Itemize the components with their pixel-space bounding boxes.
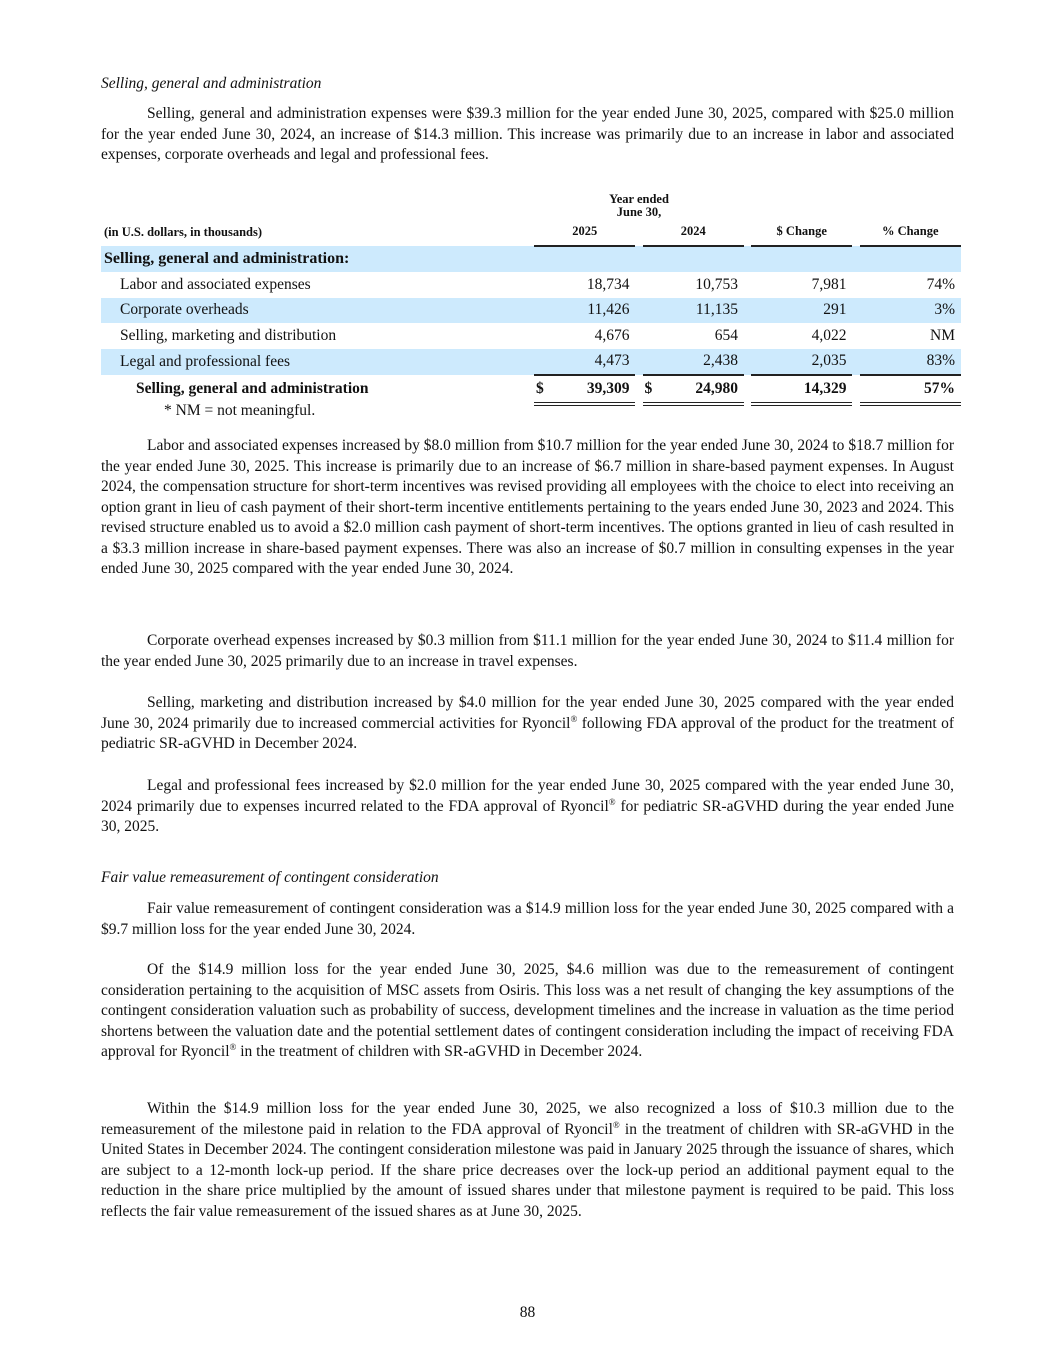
table-footnote: * NM = not meaningful.: [164, 402, 316, 419]
text: Legal and professional fees increased by $2.0 million for the year ended June 30, 2025 compared with the year ended June 30, 2024 primarily due to expenses incurred related to the FDA approval of Ryoncil: [101, 777, 954, 815]
fair-value-paragraph-1: Fair value remeasurement of contingent consideration was a $14.9 million loss for the year ended June 30, 2025 compared with a $9.7 million loss for the year ended June 30, 2024.: [101, 900, 954, 938]
text: Within the $14.9 million loss for the year ended June 30, 2025, we also recognized a loss of $10.3 million due to the remeasurement of the milestone paid in relation to the FDA approval of Ryoncil: [101, 1100, 954, 1138]
cell-2025: 4,473: [534, 349, 635, 376]
text: Of the $14.9 million loss for the year ended June 30, 2025, $4.6 million was due to the remeasurement of contingent consideration pertaining to the acquisition of MSC assets from Osiris. This loss was a net result of changing the key assumptions of the contingent consideration valuation such as probability of success, development timelines and the increase in valuation as the time period shortens between the valuation date and the potential settlement dates of contingent consideration including the impact of receiving FDA approval for Ryoncil: [101, 961, 954, 1060]
column-header-pct-change: % Change: [860, 219, 962, 246]
registered-mark: ®: [570, 713, 578, 724]
text: following FDA approval of the product for the treatment of pediatric SR-aGVHD in December 2024.: [101, 714, 955, 752]
registered-mark: ®: [612, 1119, 620, 1130]
total-2025-value: 39,309: [586, 379, 630, 397]
currency-symbol: $: [644, 379, 653, 397]
cell-change: 291: [751, 298, 852, 324]
table-row: [101, 272, 961, 298]
text: Selling, marketing and distribution increased by $4.0 million for the year ended June 30, 2025 compared with the year ended June 30, 2024 primarily due to increased commercial activities for Ryoncil: [101, 694, 954, 732]
section-heading-sga: Selling, general and administration: [101, 75, 322, 92]
labor-paragraph: Labor and associated expenses increased by $8.0 million from $10.7 million for the year ended June 30, 2024 to $18.7 million for the year ended June 30, 2025. This increase is primarily due to an increase of $6.7 million in share-based payment expenses. In August 2024, the compensation structure for short-term incentives was revised providing all employees with the choice to elect into receiving an option grant in lieu of cash payment of their short-term incentive entitlements pertaining to the years ended June 30, 2023 and 2024. This revised structure enabled us to avoid a $2.0 million cash payment of short-term incentives. The options granted in lieu of cash resulted in a $3.3 million increase in share-based payment expenses. There was also an increase of $0.7 million in consulting expenses in the year ended June 30, 2025 compared with the year ended June 30, 2024.: [101, 437, 954, 577]
text: in the treatment of children with SR-aGVHD in the United States in December 2024. The contingent consideration milestone was paid in January 2025 through the issuance of shares, which are subject to a 12-month lock-up period. If the share price decreases over the lock-up period an additional payment equal to the reduction in the share price multiplied by the amount of issued shares under that milestone payment is required to be paid. This loss reflects the fair value remeasurement of the issued shares as at June 30, 2025.: [101, 1120, 954, 1220]
registered-mark: ®: [229, 1041, 237, 1052]
row-label: Legal and professional fees: [101, 349, 534, 376]
text: for pediatric SR-aGVHD during the year ended June 30, 2025.: [101, 797, 954, 835]
corporate-overhead-paragraph: Corporate overhead expenses increased by $0.3 million from $11.1 million for the year ended June 30, 2024 to $11.4 million for the year ended June 30, 2025 primarily due to an increase in travel expenses.: [101, 632, 954, 670]
cell-2024: 10,753: [695, 275, 738, 293]
total-pct: 57%: [860, 375, 962, 404]
cell-change: 2,035: [751, 349, 852, 376]
sga-intro-paragraph: Selling, general and administration expenses were $39.3 million for the year ended June 30, 2025, compared with $25.0 million for the year ended June 30, 2024, an increase of $14.3 million. This increase was primarily due to an increase in labor and associated expenses, corporate overheads and legal and professional fees.: [101, 105, 954, 163]
table-row: [101, 323, 961, 349]
cell-pct: 74%: [926, 275, 955, 293]
table-total-row: [101, 375, 961, 404]
total-2025: [534, 375, 635, 404]
currency-symbol: $: [536, 379, 544, 397]
fair-value-paragraph-2: [101, 960, 954, 1063]
cell-pct: NM: [930, 326, 955, 344]
cell-2024: 654: [714, 326, 738, 344]
cell-pct: 83%: [860, 349, 962, 376]
units-label: (in U.S. dollars, in thousands): [104, 224, 263, 239]
row-label: Selling, marketing and distribution: [120, 326, 337, 344]
period-header: [534, 193, 744, 219]
page-number: 88: [519, 1304, 536, 1321]
cell-change: 7,981: [811, 275, 847, 293]
total-change: 14,329: [751, 375, 852, 404]
text: in the treatment of children with SR-aGVHD in December 2024.: [236, 1043, 643, 1060]
row-label: Corporate overheads: [101, 298, 534, 324]
fair-value-paragraph-3: [101, 1099, 954, 1222]
legal-fees-paragraph: [101, 776, 954, 838]
cell-change: 4,022: [811, 326, 847, 344]
table-row: [101, 349, 961, 376]
table-row: [101, 298, 961, 324]
period-header-line1: Year ended: [609, 192, 669, 206]
cell-pct: 3%: [860, 298, 962, 324]
cell-2024: 2,438: [643, 349, 744, 376]
cell-2025: 11,426: [534, 298, 635, 324]
total-2024: [643, 375, 744, 404]
total-label: Selling, general and administration: [136, 380, 369, 398]
column-header-2024: 2024: [643, 219, 744, 246]
cell-2025: 18,734: [586, 275, 630, 293]
period-header-line2: June 30,: [616, 205, 662, 219]
column-header-dollar-change: $ Change: [751, 219, 852, 246]
row-label: Labor and associated expenses: [120, 275, 311, 293]
sga-table: [101, 193, 961, 406]
column-header-2025: 2025: [534, 219, 635, 246]
cell-2024: 11,135: [643, 298, 744, 324]
registered-mark: ®: [608, 796, 616, 807]
total-2024-value: 24,980: [695, 379, 738, 397]
selling-marketing-paragraph: [101, 693, 954, 755]
table-section-label: Selling, general and administration:: [101, 246, 961, 273]
cell-2025: 4,676: [594, 326, 630, 344]
section-heading-fair-value: Fair value remeasurement of contingent consideration: [101, 869, 439, 886]
